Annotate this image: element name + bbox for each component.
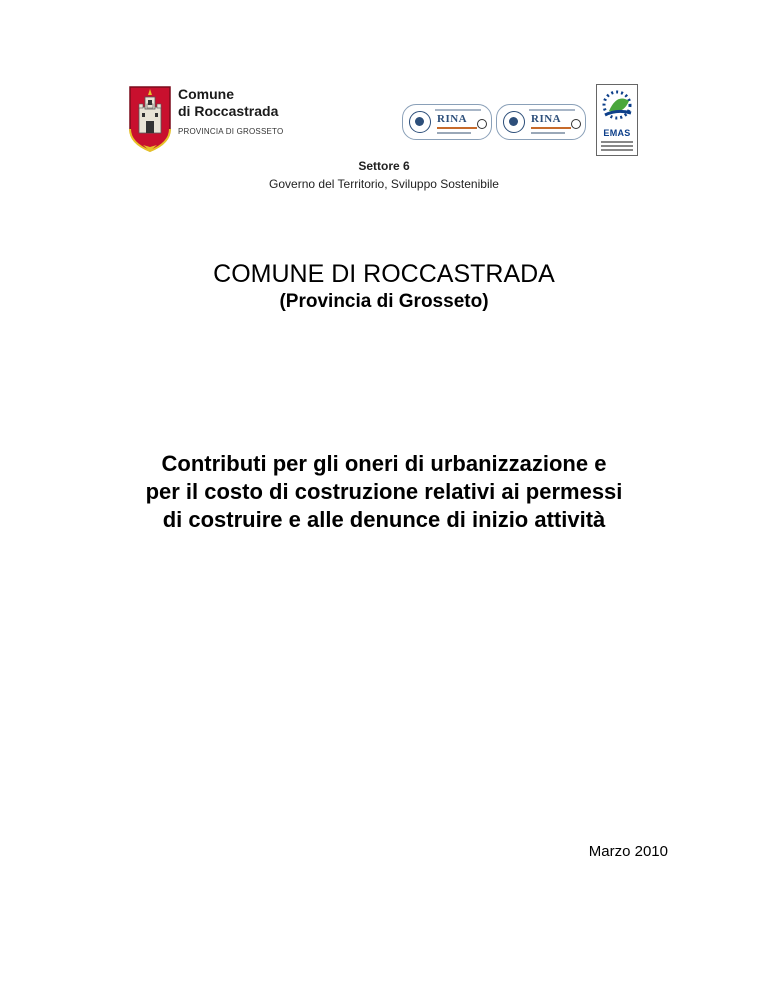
eu-stars-leaf-icon <box>597 85 637 127</box>
emas-logo <box>596 84 638 156</box>
document-subject-line: per il costo di costruzione relativi ai permessi <box>145 479 623 504</box>
municipality-province: PROVINCIA DI GROSSETO <box>178 127 284 136</box>
accredia-seal-icon <box>503 111 525 133</box>
municipality-name-line2: di Roccastrada <box>178 103 279 119</box>
sector-title: Settore 6 <box>358 159 410 173</box>
document-heading: COMUNE DI ROCCASTRADA <box>213 260 555 288</box>
rina-certification-logo <box>402 104 492 140</box>
emas-label: EMAS <box>603 128 631 138</box>
document-subject <box>60 450 708 534</box>
document-subheading: (Provincia di Grosseto) <box>279 291 489 312</box>
sa8000-badge-icon <box>571 119 581 129</box>
accredia-seal-icon <box>409 111 431 133</box>
iqnet-badge-icon <box>477 119 487 129</box>
rina-label: RINA <box>531 113 562 125</box>
rina-label: RINA <box>437 113 468 125</box>
municipality-name <box>178 86 278 120</box>
municipality-name-line1: Comune <box>178 86 234 102</box>
document-subject-line: di costruire e alle denunce di inizio attività <box>162 507 606 532</box>
document-subject-line: Contributi per gli oneri di urbanizzazione e <box>161 451 607 476</box>
document-date: Marzo 2010 <box>588 843 668 860</box>
sector-subtitle: Governo del Territorio, Sviluppo Sostenibile <box>269 177 499 191</box>
rina-certification-logo <box>496 104 586 140</box>
roccastrada-coat-of-arms <box>128 85 172 153</box>
